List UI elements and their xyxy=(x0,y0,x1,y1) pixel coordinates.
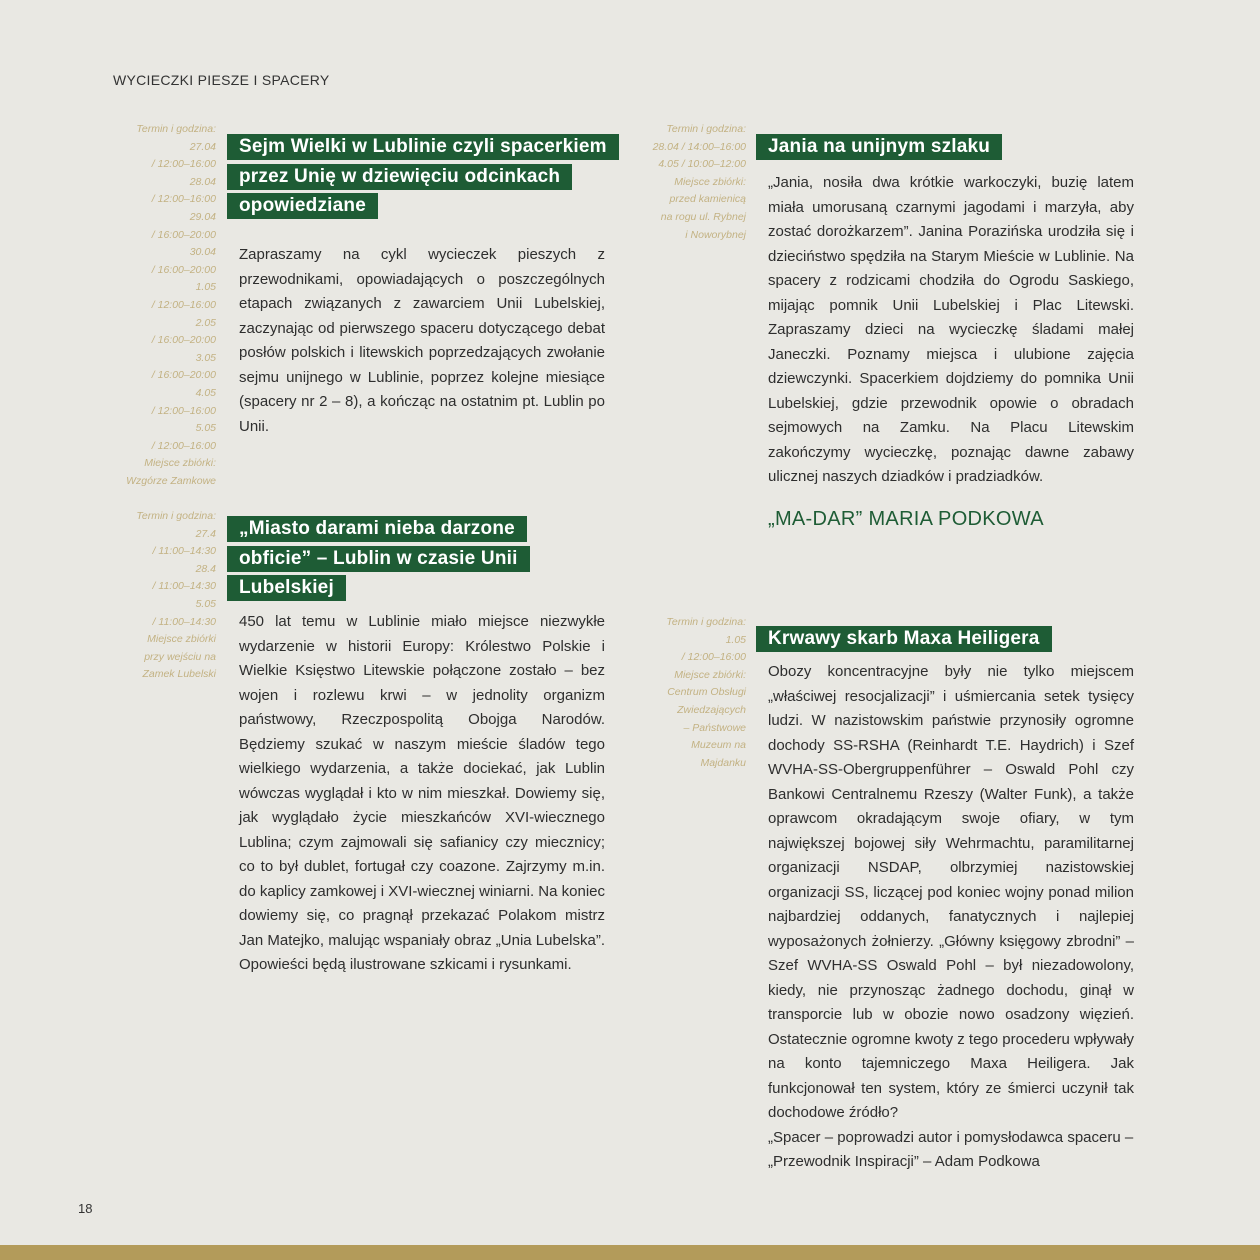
event-title-text: Krwawy skarb Maxa Heiligera xyxy=(756,626,1052,652)
paragraph: 450 lat temu w Lublinie miało miejsce niezwykłe wydarzenie w historii Europy: Królestwo Polskie i Wielkie Księstwo Litewskie połączone zostało – bez wojen i rozlewu krwi – w jednolity organizm państwowy, Rzeczpospolitą Obojga Narodów. Będziemy szukać w naszym mieście śladów tego wielkiego wydarzenia, a także dociekać, jak Lublin wówczas wyglądał i kto w nim mieszkał. Dowiemy się, jak wyglądało życie mieszkańców XVI-wiecznego Lublina; czym zajmowali się safianicy czy miecznicy; co to był dublet, fortugał czy coazone. Zajrzymy m.in. do kaplicy zamkowej i XVI-wiecznej winiarni. Na koniec dowiemy się, co pragnął przekazać Polakom mistrz Jan Matejko, malując wspaniały obraz „Unia Lubelska”. Opowieści będą ilustrowane szkicami i rysunkami. xyxy=(239,613,606,973)
event-title xyxy=(227,514,557,603)
event-title xyxy=(756,624,1136,654)
event-title xyxy=(227,132,607,221)
event-title-text: Sejm Wielki w Lublinie czyli spacerkiem przez Unię w dziewięciu odcinkach opowiedziane xyxy=(227,134,619,219)
event-description xyxy=(768,660,1134,1175)
event-title-text: „Miasto darami nieba darzone obficie” – Lublin w czasie Unii Lubelskiej xyxy=(227,516,530,601)
event-title-text: Jania na unijnym szlaku xyxy=(756,134,1002,160)
paragraph: „Spacer – poprowadzi autor i pomysłodawca spaceru – „Przewodnik Inspiracji” – Adam Podkowa xyxy=(768,1128,1134,1170)
paragraph: „Jania, nosiła dwa krótkie warkoczyki, buzię latem miała umorusaną czarnymi jagodami i marzyła, aby zostać dorożkarzem”. Janina Porazińska urodziła się i dzieciństwo spędziła na Starym Mieście w Lublinie. Na spacery z rodzicami chodziła do Ogrodu Saskiego, mijając pomnik Unii Lubelskiej i Plac Litewski. Zapraszamy dzieci na wycieczkę śladami małej Janeczki. Poznamy miejsca i ulubione zajęcia dziewczynki. Spacerkiem dojdziemy do pomnika Unii Lubelskiej, gdzie przewodnik opowie o obradach sejmowych na Zamku. Na Placu Litewskim zakończymy wycieczkę, poznając dawne zabawy ulicznej naszych dziadków i pradziadków. xyxy=(768,174,1134,485)
event-title xyxy=(756,132,1136,162)
event-meta: Termin i godzina: 27.4 / 11:00–14:30 28.4 / 11:00–14:30 5.05 / 11:00–14:30 Miejsce zbiórki przy wejściu na Zamek Lubelski xyxy=(136,510,216,681)
paragraph: Zapraszamy na cykl wycieczek pieszych z przewodnikami, opowiadających o poszczególnych etapach związanych z zawarciem Unii Lubelskiej, zaczynając od pierwszego spaceru dotyczącego debat posłów polskich i litewskich poprzedzających zwołanie sejmu unijnego w Lublinie, poprzez kolejne miesiące (spacery nr 2 – 8), a kończąc na ostatnim pt. Lublin po Unii. xyxy=(239,246,605,435)
section-header: WYCIECZKI PIESZE I SPACERY xyxy=(113,72,330,88)
organizer-heading: „MA-DAR” MARIA PODKOWA xyxy=(768,508,1044,530)
event-meta: Termin i godzina: 1.05 / 12:00–16:00 Miejsce zbiórki: Centrum Obsługi Zwiedzających – Państwowe Muzeum na Majdanku xyxy=(666,616,746,769)
footer-bar xyxy=(0,1245,1260,1260)
paragraph: Obozy koncentracyjne były nie tylko miejscem „właściwej resocjalizacji” i uśmiercania setek tysięcy ludzi. W nazistowskim państwie przynosiły ogromne dochody SS-RSHA (Reinhardt T.E. Haydrich) i Szef WVHA-SS-Obergruppenführer – Oswald Pohl czy Bankowi Centralnemu Rzeszy (Walter Funk), a także oprawcom okradającym swoje ofiary, w tym największej bojowej siły Wehrmachtu, paramilitarnej organizacji NSDAP, olbrzymiej nazistowskiej organizacji SS, liczącej pod koniec wojny ponad milion najbardziej oddanych, fanatycznych i najlepiej wyposażonych żołnierzy. „Główny księgowy zbrodni” – Szef WVHA-SS Oswald Pohl – był niezadowolony, kiedy, nie przynosząc żadnego dochodu, ginął w transporcie lub w obozie nowo osadzony więzień. Ostatecznie ogromne kwoty z tego procederu wpływały na konto tajemniczego Maxa Heiligera. Jak funkcjonował ten system, który ze śmierci uczynił tak dochodowe źródło? xyxy=(768,663,1135,1121)
event-description xyxy=(768,171,1134,490)
page-number: 18 xyxy=(78,1201,93,1216)
event-meta: Termin i godzina: 28.04 / 14:00–16:00 4.05 / 10:00–12:00 Miejsce zbiórki: przed kamienicą na rogu ul. Rybnej i Noworybnej xyxy=(652,123,746,241)
event-description xyxy=(239,610,605,978)
event-meta: Termin i godzina: 27.04 / 12:00–16:00 28.04 / 12:00–16:00 29.04 / 16:00–20:00 30.04 / 16:00–20:00 1.05 / 12:00–16:00 2.05 / 16:00–20:00 3.05 / 16:00–20:00 4.05 / 12:00–16:00 5.05 / 12:00–16:00 Miejsce zbiórki: Wzgórze Zamkowe xyxy=(126,123,216,487)
event-description xyxy=(239,243,605,439)
